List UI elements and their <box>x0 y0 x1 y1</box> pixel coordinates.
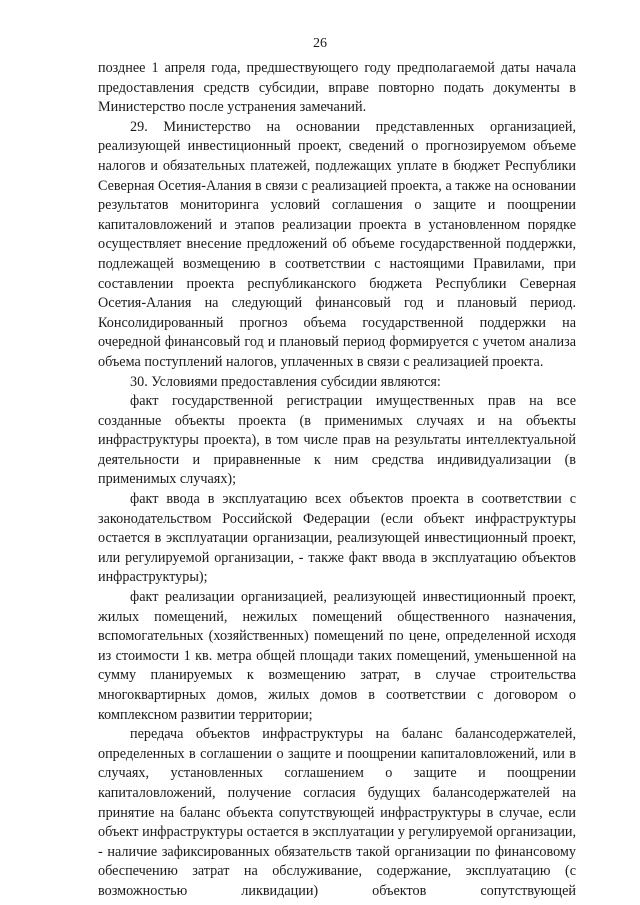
condition-property-rights: факт государственной регистрации имущественных прав на все созданные объекты проекта (в применимых случаях и на объекты инфраструктуры проекта), в том числе прав на результаты интеллектуальной деятельности и приравненные к ним средства индивидуализации (в применимых случаях); <box>98 393 576 488</box>
condition-sale-of-premises: факт реализации организацией, реализующей инвестиционный проект, жилых помещений, нежилых помещений общественного назначения, вспомогательных (хозяйственных) помещений по цене, определенной исходя из стоимости 1 кв. метра общей площади таких помещений, уменьшенной на сумму планируемых к возмещению затрат, в случае строительства многоквартирных домов, жилых домов в соответствии с договором о комплексном развитии территории; <box>98 589 576 723</box>
page-number: 26 <box>313 36 327 51</box>
condition-commissioning: факт ввода в эксплуатацию всех объектов проекта в соответствии с законодательством Российской Федерации (если объект инфраструктуры остается в эксплуатации организации, реализующей инвестиционный проект, или регулируемой организации, - также факт ввода в эксплуатацию объектов инфраструктуры); <box>98 491 576 586</box>
paragraph-item-29: 29. Министерство на основании представленных организацией, реализующей инвестиционный проект, сведений о прогнозируемом объеме налогов и обязательных платежей, подлежащих уплате в бюджет Республики Северная Осетия-Алания в связи с реализацией проекта, а также на основании результатов мониторинга условий соглашения о защите и поощрении капиталовложений и этапов реализации проекта в установленном порядке осуществляет внесение предложений об объеме государственной поддержки, подлежащей возмещению в соответствии с настоящими Правилами, при составлении проекта республиканского бюджета Республики Северная Осетия-Алания на следующий финансовый год и плановый период. Консолидированный прогноз объема государственной поддержки на очередной финансовый год и плановый период формируется с учетом анализа объема поступлений налогов, уплаченных в связи с реализацией проекта. <box>98 118 576 370</box>
document-body <box>98 59 576 902</box>
condition-transfer-of-infrastructure: передача объектов инфраструктуры на баланс балансодержателей, определенных в соглашении о защите и поощрении капиталовложений, или в случаях, установленных соглашением о защите и поощрении капиталовложений, получение согласия будущих балансодержателей на принятие на баланс объекта сопутствующей инфраструктуры в случае, если объект инфраструктуры остается в эксплуатации у регулируемой организации, - наличие зафиксированных обязательств такой организации по финансовому обеспечению затрат на обслуживание, содержание, эксплуатацию (с возможностью ликвидации) объектов сопутствующей <box>98 726 576 899</box>
paragraph-continuation: позднее 1 апреля года, предшествующего году предполагаемой даты начала предоставления средств субсидии, вправе повторно подать документы в Министерство после устранения замечаний. <box>98 60 576 116</box>
paragraph-item-30-heading: 30. Условиями предоставления субсидии являются: <box>130 373 441 390</box>
